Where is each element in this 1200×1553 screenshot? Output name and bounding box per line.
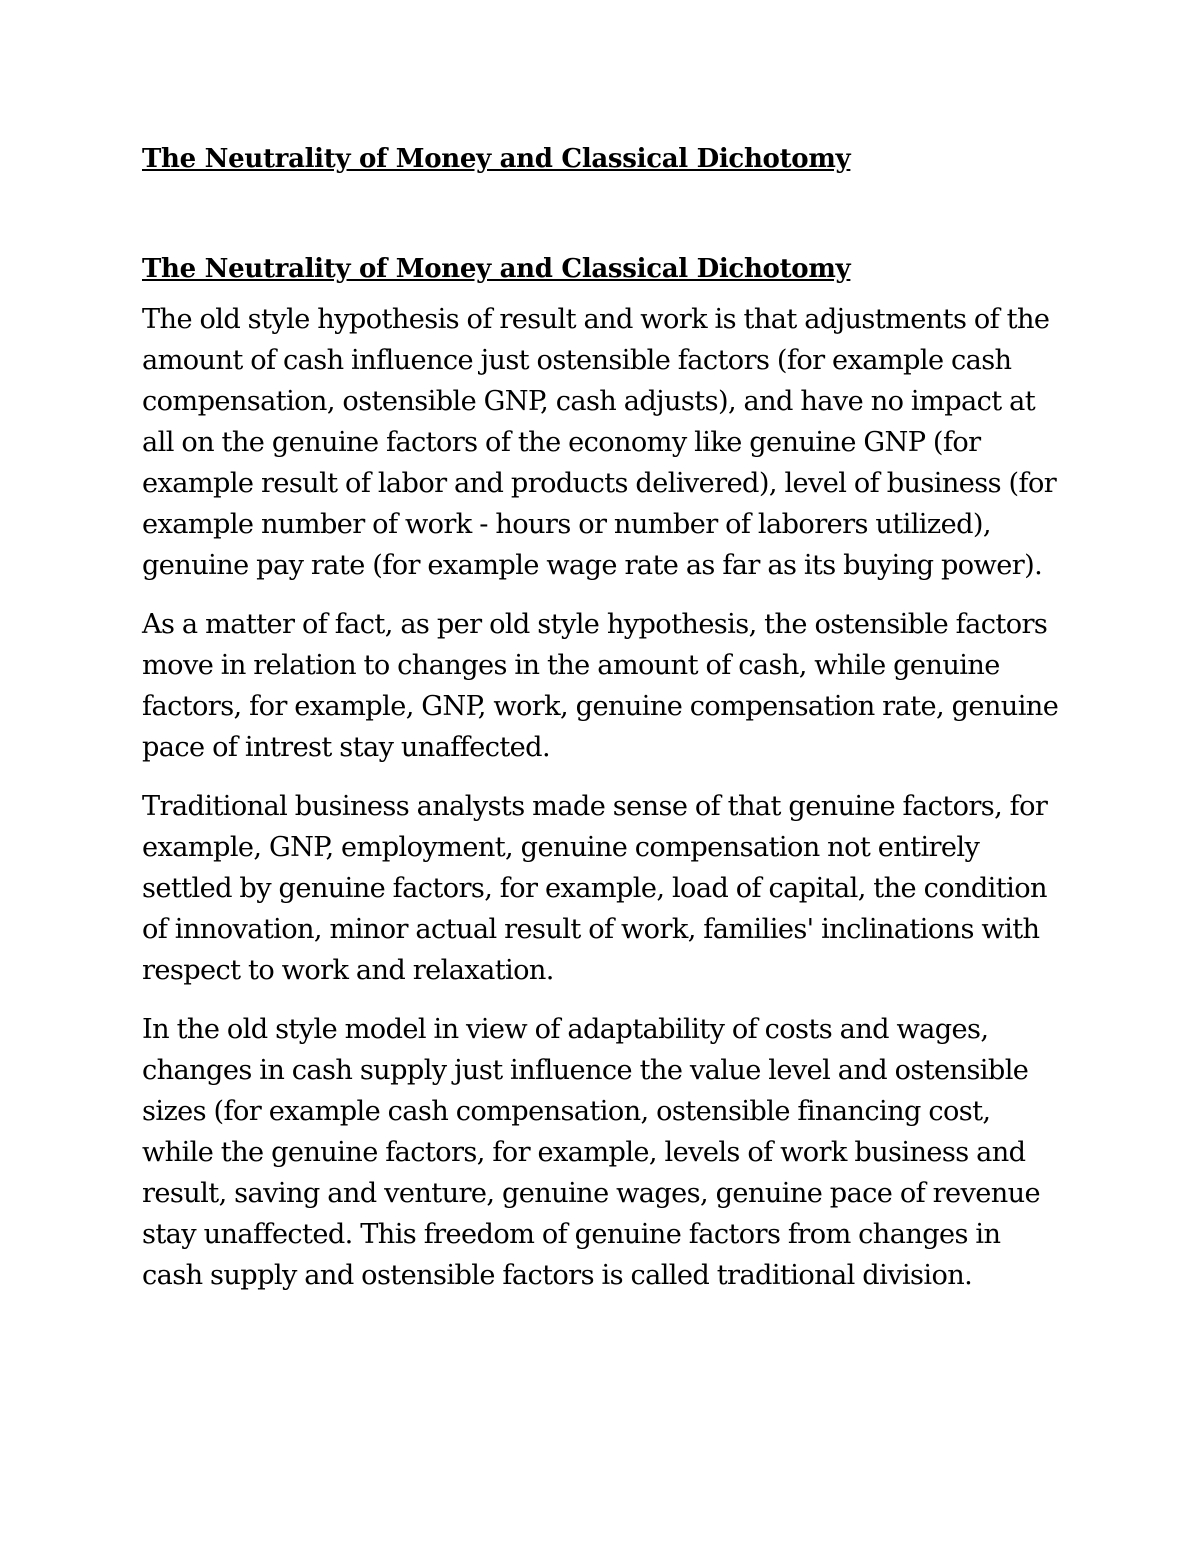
paragraph-2: As a matter of fact, as per old style hypothesis, the ostensible factors move in relation to changes in the amount of cash, while genuine factors, for example, GNP, work, genuine compensation rate, genuine pace of intrest stay unaffected.	[142, 609, 1059, 763]
paragraph-3: Traditional business analysts made sense of that genuine factors, for example, GNP, employment, genuine compensation not entirely settled by genuine factors, for example, load of capital, the condition of innovation, minor actual result of work, families' inclinations with respect to work and relaxation.	[142, 791, 1048, 986]
document-body	[142, 139, 1062, 1314]
paragraph-4: In the old style model in view of adaptability of costs and wages, changes in cash supply just influence the value level and ostensible sizes (for example cash compensation, ostensible financing cost, while the genuine factors, for example, levels of work business and result, saving and venture, genuine wages, genuine pace of revenue stay unaffected. This freedom of genuine factors from changes in cash supply and ostensible factors is called traditional division.	[142, 1014, 1041, 1291]
document-title: The Neutrality of Money and Classical Dichotomy	[142, 144, 851, 174]
section-heading: The Neutrality of Money and Classical Dichotomy	[142, 254, 851, 284]
paragraph-1: The old style hypothesis of result and work is that adjustments of the amount of cash influence just ostensible factors (for example cash compensation, ostensible GNP, cash adjusts), and have no impact at all on the genuine factors of the economy like genuine GNP (for example result of labor and products delivered), level of business (for example number of work - hours or number of laborers utilized), genuine pay rate (for example wage rate as far as its buying power).	[142, 304, 1057, 581]
